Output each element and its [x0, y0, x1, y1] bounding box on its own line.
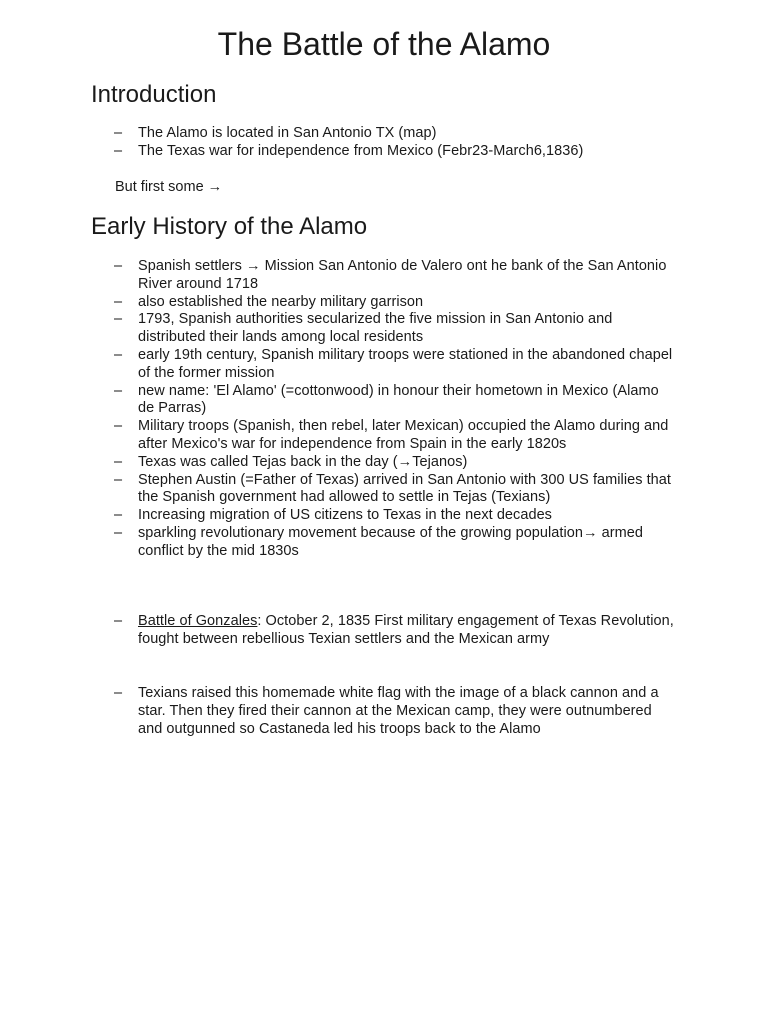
bullet-dash: – [114, 471, 123, 488]
battle-of-gonzales-link[interactable]: Battle of Gonzales [138, 613, 258, 629]
list-item [0, 143, 678, 161]
early-history-list [0, 258, 678, 561]
bullet-dash: – [114, 453, 123, 470]
list-item [0, 418, 678, 454]
list-item [0, 383, 678, 419]
list-item [0, 311, 678, 347]
list-item [0, 294, 678, 312]
bullet-dash: – [114, 507, 123, 524]
list-item [0, 347, 678, 383]
list-item-text: : October 2, 1835 First military engagement of Texas Revolution, fought between rebellious Texian settlers and the Mexican army [138, 613, 674, 647]
bullet-dash: – [114, 346, 123, 363]
bullet-dash: – [114, 524, 123, 541]
list-item-text: also established the nearby military garrison [138, 293, 424, 310]
list-item-text: new name: 'El Alamo' (=cottonwood) in honour their hometown in Mexico (Alamo de Parras) [138, 382, 659, 417]
gonzales-list [0, 613, 678, 649]
bullet-dash: – [114, 418, 123, 435]
list-item-text: early 19th century, Spanish military troops were stationed in the abandoned chapel of the former mission [138, 346, 673, 381]
list-item-text: The Texas war for independence from Mexico (Febr23-March6,1836) [138, 142, 584, 159]
list-item-text: Texians raised this homemade white flag with the image of a black cannon and a star. Then they fired their cannon at the Mexican camp, they were outnumbered and outgunned so Castaneda led his troops back to the Alamo [138, 685, 659, 737]
list-item [0, 125, 678, 143]
list-item [0, 525, 678, 561]
list-item [0, 507, 678, 525]
bullet-dash: – [114, 293, 123, 310]
list-item [0, 472, 678, 508]
section-heading-introduction: Introduction [91, 81, 217, 108]
bullet-dash: – [114, 142, 123, 159]
list-item-text: Spanish settlers → Mission San Antonio de Valero ont he bank of the San Antonio River around 1718 [138, 258, 667, 292]
bullet-dash: – [114, 258, 123, 274]
flag-list [0, 685, 678, 738]
list-item-text: Stephen Austin (=Father of Texas) arrived in San Antonio with 300 US families that the Spanish government had allowed to settle in Tejas (Texians) [138, 471, 671, 506]
list-item [0, 685, 678, 738]
list-item-text: Military troops (Spanish, then rebel, later Mexican) occupied the Alamo during and after Mexico's war for independence from Spain in the early 1820s [138, 418, 669, 452]
bullet-dash: – [114, 125, 123, 141]
page-title: The Battle of the Alamo [217, 26, 551, 62]
bullet-dash: – [114, 311, 123, 328]
bullet-dash: – [114, 685, 123, 701]
list-item [0, 258, 678, 294]
list-item-text: sparkling revolutionary movement because of the growing population→ armed conflict by the mid 1830s [138, 524, 643, 559]
section-heading-early-history: Early History of the Alamo [91, 213, 368, 240]
list-item-text: The Alamo is located in San Antonio TX (map) [138, 125, 437, 141]
list-item-text: Increasing migration of US citizens to Texas in the next decades [138, 507, 552, 524]
list-item [0, 613, 678, 649]
bullet-dash: – [114, 382, 123, 399]
list-item-text: 1793, Spanish authorities secularized the five mission in San Antonio and distributed their lands among local residents [138, 311, 613, 346]
list-item-text: Texas was called Tejas back in the day (→Tejanos) [138, 453, 468, 470]
list-item [0, 454, 678, 472]
bullet-dash: – [114, 613, 123, 629]
intro-note: But first some → [115, 179, 223, 195]
introduction-list [0, 125, 678, 161]
